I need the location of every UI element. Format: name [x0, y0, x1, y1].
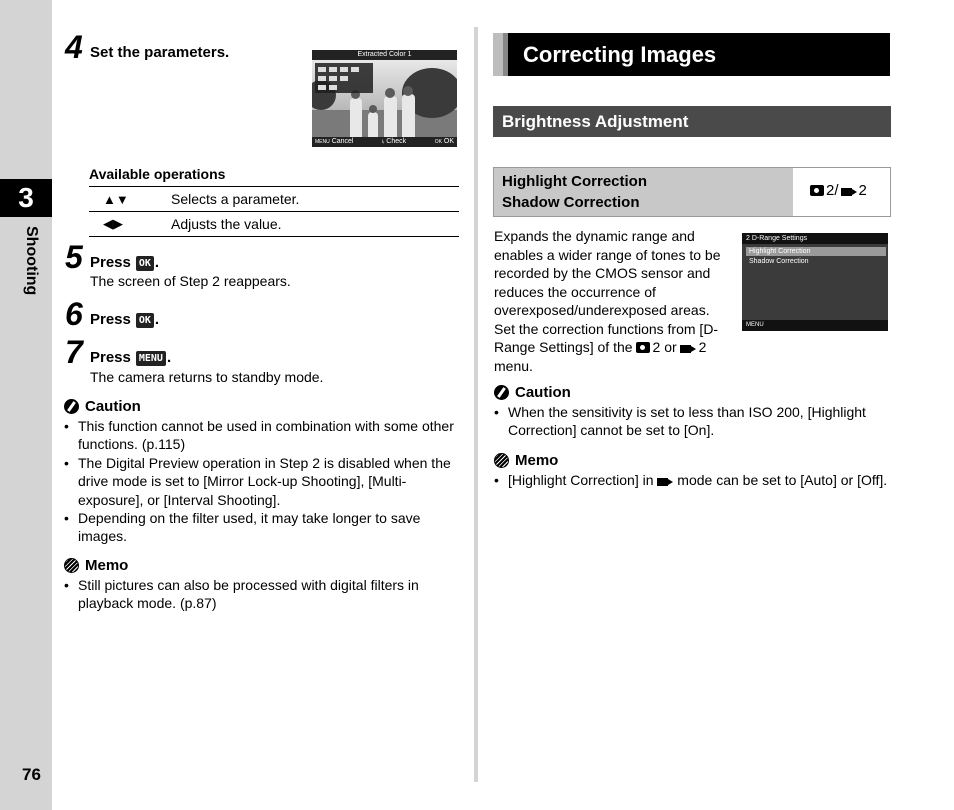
operation-desc: Selects a parameter. — [171, 187, 459, 212]
check-key-label: iᵣ — [382, 139, 385, 145]
description-line: Set the correction functions from [D- — [494, 320, 719, 337]
operation-keys: ◀▶ — [89, 212, 171, 237]
movie-camera-icon — [841, 185, 857, 196]
memo-heading — [64, 557, 128, 574]
step-6-suffix: . — [154, 311, 160, 328]
list-item: • When the sensitivity is set to less than ISO 200, [Highlight Correction] cannot be set to [On]. — [494, 403, 890, 440]
ok-label: OK — [443, 138, 454, 145]
memo-heading-text: Memo — [515, 452, 559, 469]
description-line: recorded by the CMOS sensor and — [494, 265, 711, 281]
description-line: overexposed/underexposed areas. — [494, 302, 710, 318]
check-label: Check — [386, 138, 407, 145]
description-line: menu. — [494, 357, 533, 374]
memo-text-prefix: [Highlight Correction] in — [508, 472, 654, 488]
subsection-title: Brightness Adjustment — [493, 106, 891, 137]
step-number-4: 4 — [65, 29, 83, 65]
step-4-title: Set the parameters. — [90, 44, 230, 61]
chapter-side-tab — [0, 0, 52, 810]
list-item: • Depending on the filter used, it may take longer to save images. — [64, 509, 462, 546]
caution-icon — [64, 399, 79, 414]
list-item: • The Digital Preview operation in Step 2 is disabled when the drive mode is set to [Mirror Lock-up Shooting], [Multi-exposure], or [Interval Shooting]. — [64, 454, 462, 509]
camera-preview-screenshot — [312, 50, 457, 147]
step-7-prefix: Press — [90, 349, 131, 366]
list-item: • This function cannot be used in combination with some other functions. (p.115) — [64, 417, 462, 454]
caution-icon — [494, 385, 509, 400]
step-7-body: The camera returns to standby mode. — [90, 369, 324, 385]
movie-mode-number: 2 — [858, 182, 867, 199]
caution-list — [64, 417, 462, 546]
caution-list — [494, 403, 890, 440]
menu-row-shadow: Shadow Correction — [749, 258, 809, 265]
description-movie-mode: 2 — [698, 339, 707, 355]
ok-key-label: OK — [434, 139, 442, 145]
section-title: Correcting Images — [523, 42, 717, 67]
description-line: Expands the dynamic range and — [494, 228, 695, 244]
memo-heading — [494, 452, 558, 469]
mode-indicator — [810, 182, 867, 199]
step-7-title — [90, 349, 171, 367]
cancel-label: Cancel — [331, 138, 354, 145]
brightness-description — [494, 227, 734, 375]
column-divider — [474, 27, 478, 782]
caution-heading — [64, 398, 141, 415]
movie-camera-icon — [657, 475, 673, 486]
caution-heading — [494, 384, 571, 401]
table-row — [89, 187, 459, 212]
memo-heading-text: Memo — [85, 557, 129, 574]
menu-row-highlight: Highlight Correction — [746, 247, 886, 256]
table-row — [89, 212, 459, 237]
operations-heading: Available operations — [89, 166, 226, 182]
function-box — [493, 167, 891, 217]
function-name-highlight: Highlight Correction — [502, 173, 647, 190]
step-number-7: 7 — [65, 334, 83, 370]
memo-icon — [494, 453, 509, 468]
memo-list — [64, 576, 462, 613]
preview-title: Extracted Color 1 — [312, 50, 457, 60]
list-item — [494, 471, 894, 489]
memo-icon — [64, 558, 79, 573]
chapter-number: 3 — [0, 179, 52, 217]
ok-key-icon: OK — [136, 256, 154, 271]
list-item: • Still pictures can also be processed with digital filters in playback mode. (p.87) — [64, 576, 462, 613]
still-camera-icon — [636, 342, 650, 353]
menu-footer: MENU — [742, 320, 888, 331]
caution-heading-text: Caution — [85, 398, 141, 415]
operations-table — [89, 186, 459, 237]
still-mode-number: 2/ — [826, 182, 839, 199]
d-range-menu-screenshot — [742, 233, 888, 331]
step-6-prefix: Press — [90, 311, 131, 328]
description-still-mode: 2 or — [652, 339, 677, 355]
page-number: 76 — [22, 765, 41, 784]
description-line: enables a wider range of tones to be — [494, 246, 721, 263]
caution-heading-text: Caution — [515, 384, 571, 401]
preview-footer — [312, 137, 457, 147]
step-6-title — [90, 311, 159, 329]
memo-list — [494, 471, 894, 489]
menu-header: 2 D-Range Settings — [742, 233, 888, 244]
function-names — [494, 168, 793, 216]
menu-key-label: MENU — [315, 139, 330, 145]
function-name-shadow: Shadow Correction — [502, 194, 640, 211]
step-number-6: 6 — [65, 296, 83, 332]
still-camera-icon — [810, 185, 824, 196]
step-5-body: The screen of Step 2 reappears. — [90, 273, 291, 289]
operation-keys: ▲▼ — [89, 187, 171, 212]
chapter-name-vertical — [20, 226, 40, 306]
step-number-5: 5 — [65, 239, 83, 275]
step-5-title — [90, 254, 159, 272]
step-7-suffix: . — [166, 349, 172, 366]
parameter-panel — [315, 63, 373, 93]
memo-text-suffix: mode can be set to [Auto] or [Off]. — [677, 472, 888, 488]
menu-key-icon: MENU — [136, 351, 166, 366]
chapter-name: Shooting — [23, 226, 40, 296]
description-text: Range Settings] of the — [494, 339, 633, 355]
description-line: reduces the occurrence of — [494, 283, 656, 300]
ok-key-icon: OK — [136, 313, 154, 328]
operation-desc: Adjusts the value. — [171, 212, 459, 237]
section-title-bar — [493, 33, 890, 76]
step-5-prefix: Press — [90, 254, 131, 271]
description-line — [494, 338, 734, 357]
movie-camera-icon — [680, 342, 696, 353]
step-5-suffix: . — [154, 254, 160, 271]
